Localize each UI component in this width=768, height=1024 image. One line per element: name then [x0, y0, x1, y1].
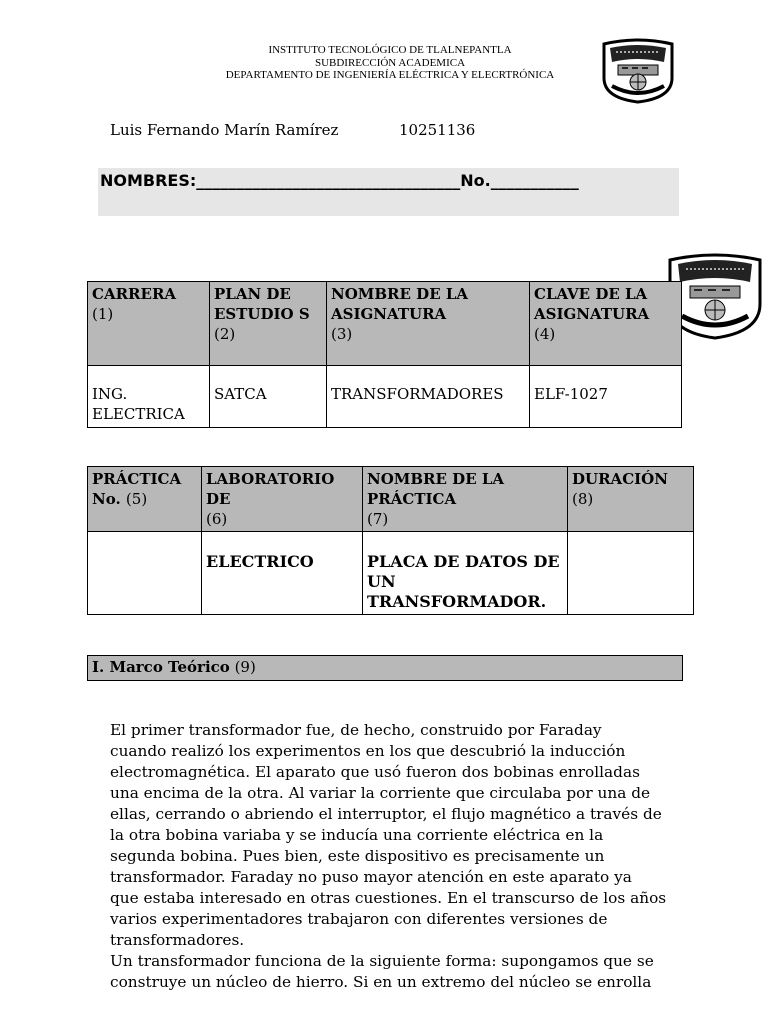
- institution-header: [200, 44, 580, 82]
- header-nombre-asignatura: NOMBRE DE LA ASIGNATURA (3): [327, 282, 530, 366]
- header-carrera: CARRERA (1): [88, 282, 210, 366]
- student-id: 10251136: [399, 121, 476, 139]
- value-nombre-asignatura: TRANSFORMADORES: [327, 366, 530, 428]
- course-info-value-row: [88, 366, 682, 428]
- practice-info-header-row: [88, 467, 694, 532]
- theory-paragraph: El primer transformador fue, de hecho, construido por Faraday cuando realizó los experimentos en los que descubrió la inducción electromagnética. El aparato que usó fueron dos bobinas enrolladas una encima de la otra. Al variar la corriente que circulaba por una de ellas, cerrando o abriendo el interruptor, el flujo magnético a través de la otra bobina variaba y se inducía una corriente eléctrica en la segunda bobina. Pues bien, este dispositivo es precisamente un transformador. Faraday no puso mayor atención en este aparato ya que estaba interesado en otras cuestiones. En el transcurso de los años varios experimentadores trabajaron con diferentes versiones de transformadores. Un transformador funciona de la siguiente forma: supongamos que se construye un núcleo de hierro. Si en un extremo del núcleo se enrolla: [110, 721, 667, 991]
- practice-info-value-row: [88, 532, 694, 615]
- header-practica-no: PRÁCTICA No. (5): [88, 467, 202, 532]
- institution-seal-logo: [598, 38, 678, 104]
- names-number-line: NOMBRES:_________________________________No.___________: [100, 171, 579, 190]
- header-duracion: DURACIÓN (8): [568, 467, 694, 532]
- value-laboratorio: ELECTRICO: [202, 532, 363, 615]
- header-line-institute: INSTITUTO TECNOLÓGICO DE TLALNEPANTLA: [268, 44, 512, 56]
- practice-info-table: [87, 466, 694, 615]
- header-plan-estudios: PLAN DE ESTUDIO S (2): [210, 282, 327, 366]
- course-info-table: [87, 281, 682, 428]
- header-clave-asignatura: CLAVE DE LA ASIGNATURA (4): [530, 282, 682, 366]
- header-laboratorio: LABORATORIO DE (6): [202, 467, 363, 532]
- value-nombre-practica: PLACA DE DATOS DE UN TRANSFORMADOR.: [363, 532, 568, 615]
- header-nombre-practica: NOMBRE DE LA PRÁCTICA (7): [363, 467, 568, 532]
- value-practica-no: [88, 532, 202, 615]
- header-line-subdirection: SUBDIRECCIÓN ACADEMICA: [314, 56, 466, 69]
- value-duracion: [568, 532, 694, 615]
- section-heading-marco-teorico: [87, 655, 683, 681]
- section-number: (9): [234, 658, 256, 676]
- student-name: Luis Fernando Marín Ramírez: [110, 121, 339, 139]
- value-plan-estudios: SATCA: [210, 366, 327, 428]
- value-carrera: ING. ELECTRICA: [88, 366, 210, 428]
- header-line-department: DEPARTAMENTO DE INGENIERÍA ELÉCTRICA Y ELECRTRÓNICA: [225, 69, 555, 81]
- section-title: I. Marco Teórico: [92, 658, 230, 676]
- course-info-header-row: [88, 282, 682, 366]
- value-clave-asignatura: ELF-1027: [530, 366, 682, 428]
